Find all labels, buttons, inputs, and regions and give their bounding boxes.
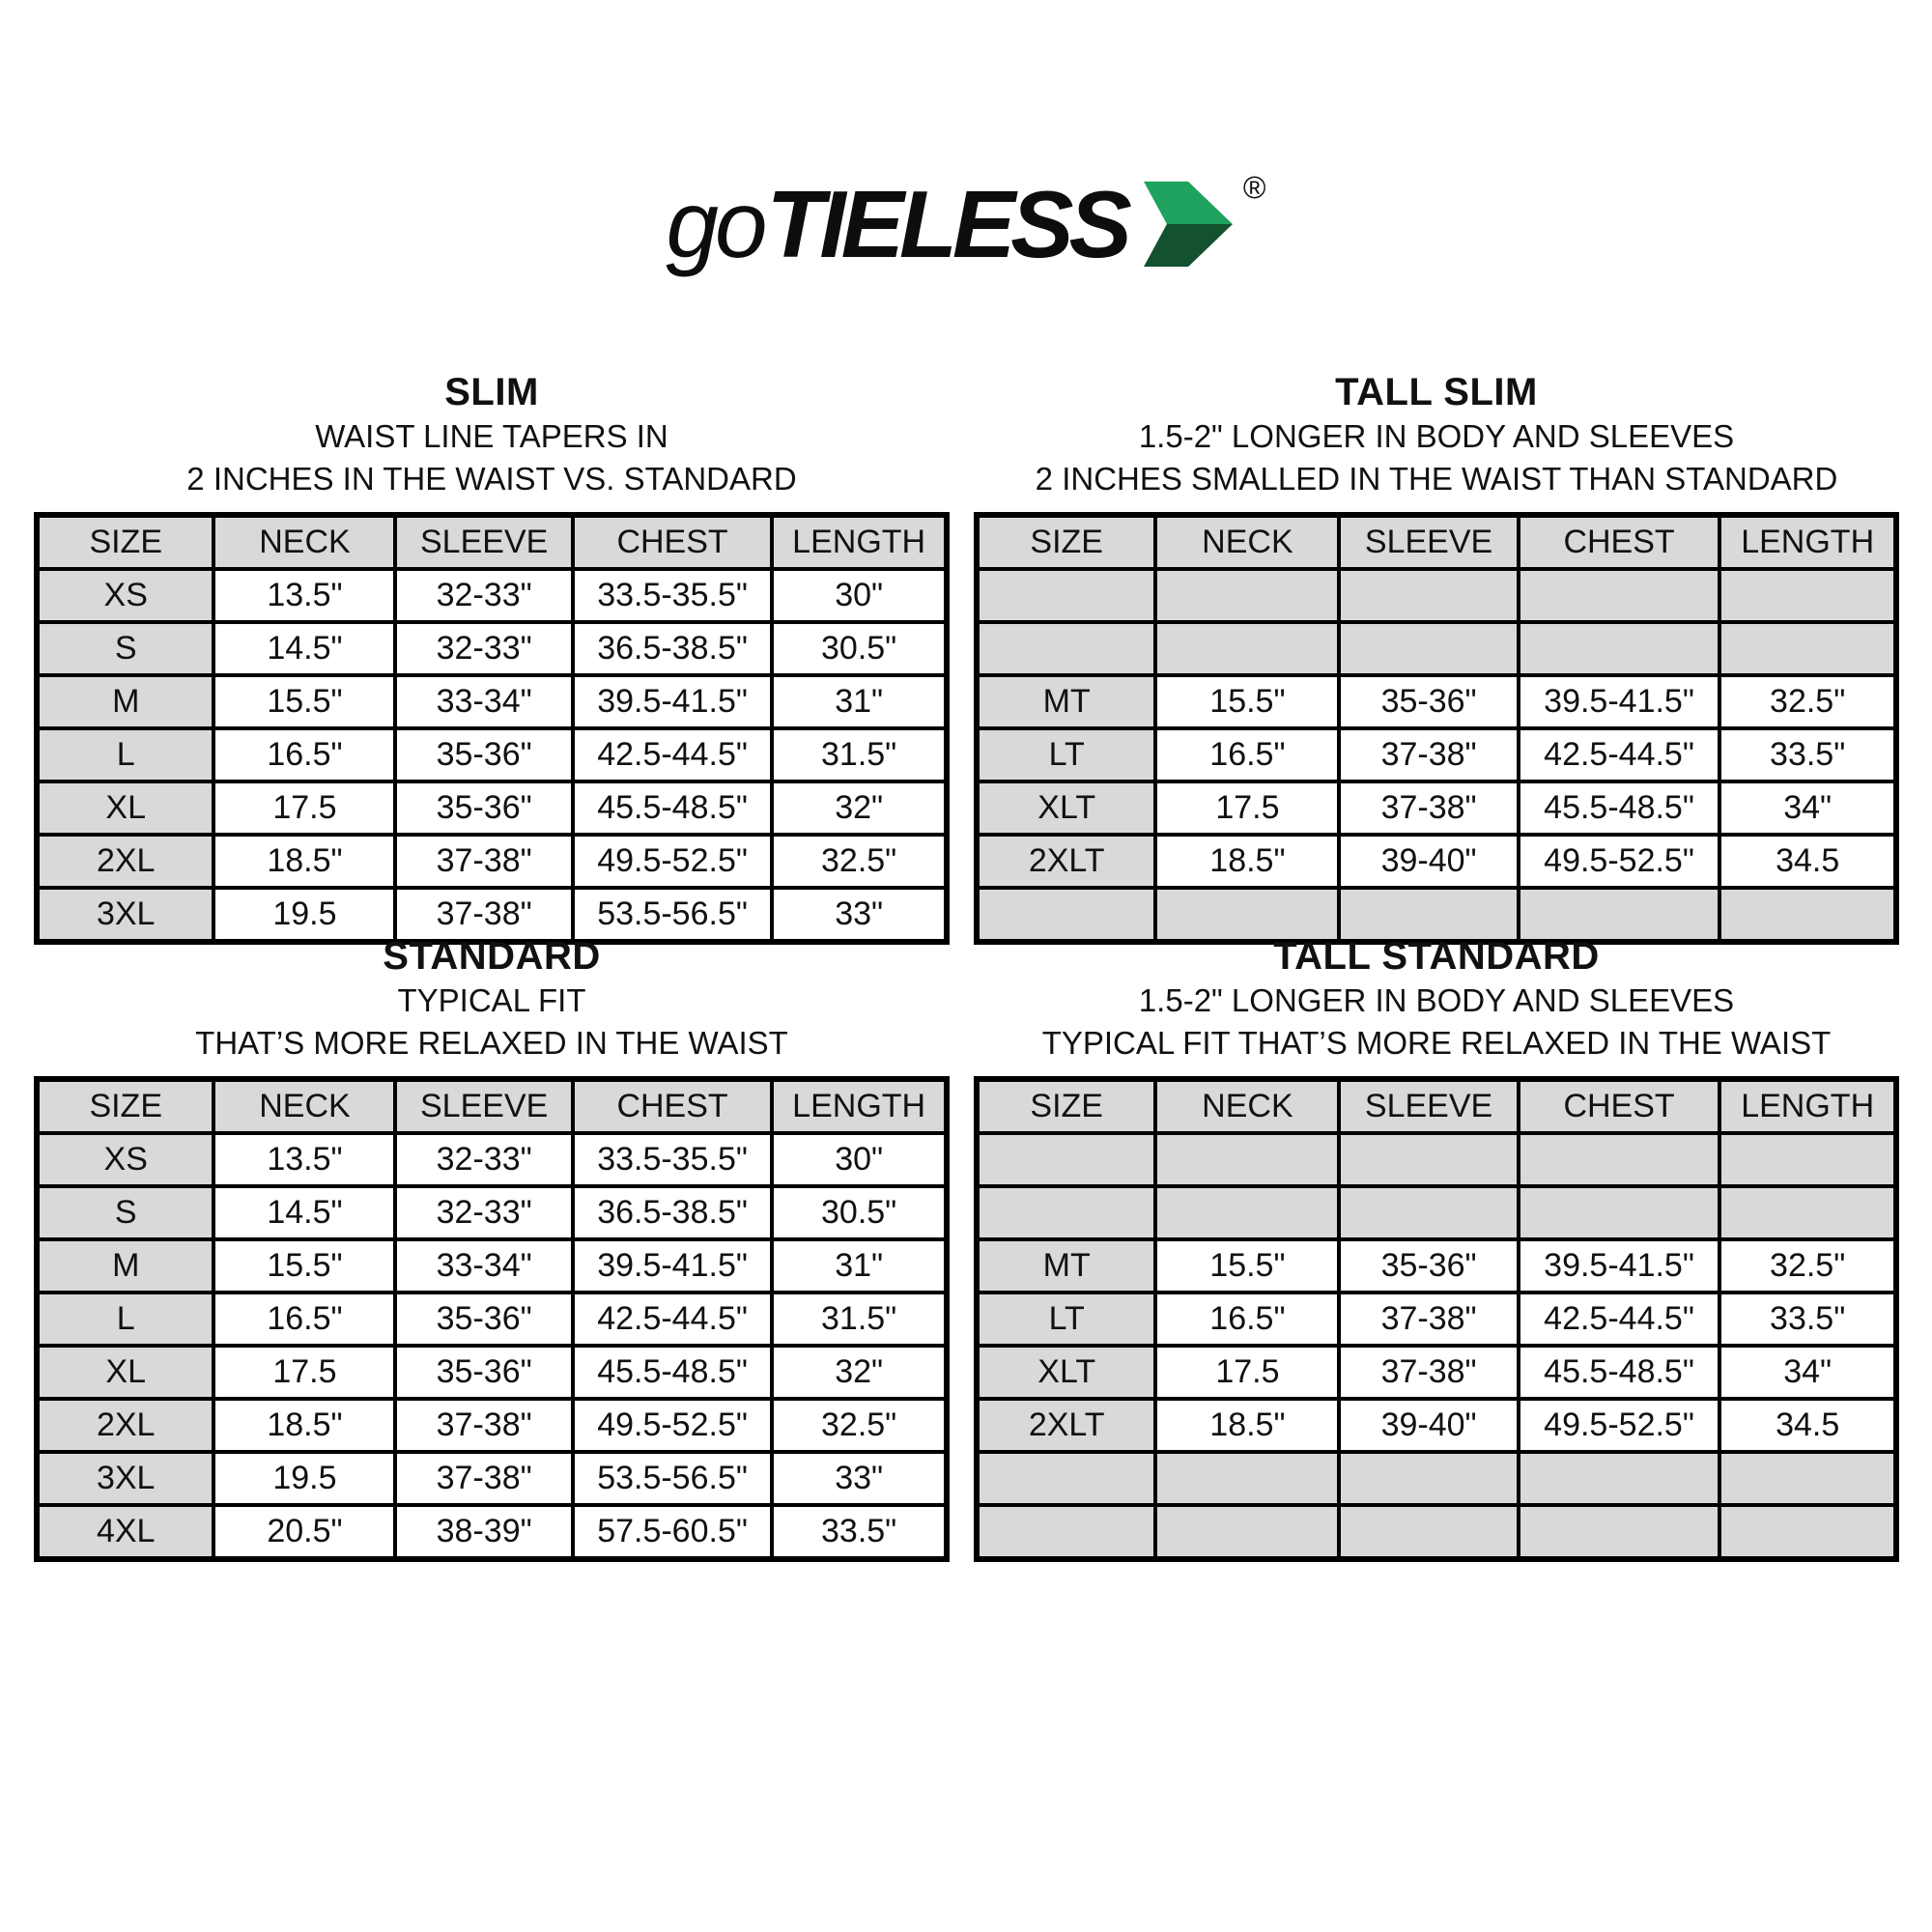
measurement-cell: 49.5-52.5"	[573, 835, 772, 888]
measurement-cell: 32.5"	[1719, 1239, 1896, 1293]
size-cell: 2XL	[37, 835, 213, 888]
table-row	[977, 728, 1896, 781]
column-header: LENGTH	[1719, 1079, 1896, 1133]
measurement-cell: 30.5"	[772, 1186, 947, 1239]
measurement-cell: 33.5"	[772, 1505, 947, 1559]
measurement-cell	[1155, 1133, 1339, 1186]
measurement-cell: 35-36"	[1339, 675, 1518, 728]
column-header: SIZE	[37, 1079, 213, 1133]
size-cell: LT	[977, 1293, 1155, 1346]
column-header: NECK	[1155, 515, 1339, 569]
measurement-cell: 15.5"	[1155, 675, 1339, 728]
measurement-cell: 32-33"	[395, 1133, 572, 1186]
measurement-cell	[1155, 569, 1339, 622]
measurement-cell: 35-36"	[395, 781, 572, 835]
size-cell: MT	[977, 1239, 1155, 1293]
measurement-cell	[1155, 1186, 1339, 1239]
size-cell: XL	[37, 781, 213, 835]
measurement-cell: 32"	[772, 1346, 947, 1399]
size-cell: XS	[37, 569, 213, 622]
size-cell: M	[37, 675, 213, 728]
size-cell	[977, 1452, 1155, 1505]
measurement-cell: 42.5-44.5"	[1519, 1293, 1720, 1346]
column-header: SIZE	[977, 1079, 1155, 1133]
measurement-cell: 16.5"	[213, 728, 395, 781]
measurement-cell	[1519, 1505, 1720, 1559]
measurement-cell: 45.5-48.5"	[573, 1346, 772, 1399]
measurement-cell	[1339, 1186, 1518, 1239]
table-row	[37, 1452, 947, 1505]
column-header: SIZE	[977, 515, 1155, 569]
measurement-cell	[1339, 622, 1518, 675]
panel-subtitle-line: 2 INCHES SMALLED IN THE WAIST THAN STANDARD	[1035, 461, 1838, 497]
measurement-cell: 35-36"	[395, 1346, 572, 1399]
measurement-cell: 45.5-48.5"	[1519, 781, 1720, 835]
measurement-cell: 49.5-52.5"	[573, 1399, 772, 1452]
measurement-cell: 53.5-56.5"	[573, 888, 772, 942]
measurement-cell: 39.5-41.5"	[573, 675, 772, 728]
panel-subtitle-line: 2 INCHES IN THE WAIST VS. STANDARD	[186, 461, 797, 497]
measurement-cell: 37-38"	[395, 835, 572, 888]
table-row	[37, 1399, 947, 1452]
column-header: SLEEVE	[1339, 515, 1518, 569]
panel-subtitle-line: TYPICAL FIT	[397, 982, 586, 1018]
measurement-cell	[1339, 569, 1518, 622]
measurement-cell: 39-40"	[1339, 835, 1518, 888]
measurement-cell	[1719, 1186, 1896, 1239]
table-row	[977, 1133, 1896, 1186]
measurement-cell: 15.5"	[1155, 1239, 1339, 1293]
measurement-cell: 15.5"	[213, 675, 395, 728]
measurement-cell: 33"	[772, 888, 947, 942]
column-header: NECK	[213, 1079, 395, 1133]
measurement-cell	[1519, 1452, 1720, 1505]
measurement-cell: 37-38"	[395, 888, 572, 942]
measurement-cell	[1339, 1505, 1518, 1559]
size-cell: XL	[37, 1346, 213, 1399]
measurement-cell: 53.5-56.5"	[573, 1452, 772, 1505]
measurement-cell: 33-34"	[395, 675, 572, 728]
measurement-cell	[1519, 1186, 1720, 1239]
measurement-cell: 37-38"	[395, 1452, 572, 1505]
header-row	[977, 1079, 1896, 1133]
panel-slim	[34, 369, 950, 945]
measurement-cell: 17.5	[213, 1346, 395, 1399]
size-cell: LT	[977, 728, 1155, 781]
measurement-cell	[1339, 1133, 1518, 1186]
size-cell	[977, 1505, 1155, 1559]
size-cell: 2XL	[37, 1399, 213, 1452]
table-row	[37, 1505, 947, 1559]
table-row	[37, 781, 947, 835]
measurement-cell: 35-36"	[395, 728, 572, 781]
column-header: CHEST	[1519, 1079, 1720, 1133]
measurement-cell: 16.5"	[1155, 1293, 1339, 1346]
measurement-cell: 45.5-48.5"	[1519, 1346, 1720, 1399]
column-header: SLEEVE	[395, 1079, 572, 1133]
panel-standard	[34, 933, 950, 1562]
measurement-cell: 32.5"	[772, 835, 947, 888]
measurement-cell: 30.5"	[772, 622, 947, 675]
measurement-cell: 36.5-38.5"	[573, 622, 772, 675]
panel-title: STANDARD	[383, 935, 601, 978]
measurement-cell: 31.5"	[772, 728, 947, 781]
table-row	[37, 728, 947, 781]
size-cell: XLT	[977, 1346, 1155, 1399]
size-cell: XLT	[977, 781, 1155, 835]
measurement-cell	[1719, 569, 1896, 622]
column-header: LENGTH	[1719, 515, 1896, 569]
measurement-cell: 37-38"	[1339, 1346, 1518, 1399]
size-cell: MT	[977, 675, 1155, 728]
column-header: CHEST	[573, 1079, 772, 1133]
measurement-cell: 36.5-38.5"	[573, 1186, 772, 1239]
measurement-cell: 42.5-44.5"	[1519, 728, 1720, 781]
header-row	[37, 1079, 947, 1133]
measurement-cell: 33"	[772, 1452, 947, 1505]
table-row	[37, 622, 947, 675]
measurement-cell: 37-38"	[1339, 1293, 1518, 1346]
column-header: LENGTH	[772, 515, 947, 569]
column-header: SLEEVE	[1339, 1079, 1518, 1133]
size-cell	[977, 1186, 1155, 1239]
measurement-cell: 13.5"	[213, 1133, 395, 1186]
size-table-standard	[34, 1076, 950, 1562]
measurement-cell: 39-40"	[1339, 1399, 1518, 1452]
column-header: NECK	[213, 515, 395, 569]
panel-subtitle-line: THAT’S MORE RELAXED IN THE WAIST	[195, 1025, 788, 1061]
measurement-cell: 31"	[772, 675, 947, 728]
measurement-cell	[1155, 622, 1339, 675]
panel-subtitle-line: 1.5-2" LONGER IN BODY AND SLEEVES	[1138, 982, 1735, 1018]
measurement-cell: 18.5"	[213, 1399, 395, 1452]
measurement-cell: 15.5"	[213, 1239, 395, 1293]
size-cell	[977, 569, 1155, 622]
table-row	[977, 675, 1896, 728]
measurement-cell: 33.5"	[1719, 1293, 1896, 1346]
measurement-cell	[1339, 1452, 1518, 1505]
measurement-cell: 14.5"	[213, 1186, 395, 1239]
table-row	[977, 1452, 1896, 1505]
header-row	[37, 515, 947, 569]
table-row	[977, 781, 1896, 835]
table-row	[977, 1399, 1896, 1452]
measurement-cell: 31"	[772, 1239, 947, 1293]
measurement-cell	[1519, 1133, 1720, 1186]
measurement-cell: 20.5"	[213, 1505, 395, 1559]
size-cell: M	[37, 1239, 213, 1293]
registered-trademark-symbol: ®	[1242, 170, 1266, 205]
table-row	[37, 835, 947, 888]
panel-tall-standard	[974, 933, 1899, 1562]
size-cell	[977, 622, 1155, 675]
panel-title: TALL STANDARD	[1273, 935, 1600, 978]
measurement-cell: 39.5-41.5"	[1519, 675, 1720, 728]
measurement-cell: 37-38"	[1339, 781, 1518, 835]
measurement-cell: 16.5"	[213, 1293, 395, 1346]
measurement-cell: 31.5"	[772, 1293, 947, 1346]
column-header: SIZE	[37, 515, 213, 569]
table-row	[977, 1293, 1896, 1346]
measurement-cell: 19.5	[213, 1452, 395, 1505]
size-table-tall-slim	[974, 512, 1899, 945]
table-row	[977, 1186, 1896, 1239]
measurement-cell: 32.5"	[1719, 675, 1896, 728]
size-table-slim	[34, 512, 950, 945]
measurement-cell: 42.5-44.5"	[573, 1293, 772, 1346]
size-cell: 3XL	[37, 1452, 213, 1505]
size-cell: 2XLT	[977, 1399, 1155, 1452]
measurement-cell: 34"	[1719, 1346, 1896, 1399]
measurement-cell: 34.5	[1719, 835, 1896, 888]
logo-tieless-text: TIELESS	[766, 171, 1127, 277]
table-row	[37, 1346, 947, 1399]
measurement-cell: 33.5"	[1719, 728, 1896, 781]
size-cell: 3XL	[37, 888, 213, 942]
measurement-cell: 57.5-60.5"	[573, 1505, 772, 1559]
measurement-cell: 33.5-35.5"	[573, 1133, 772, 1186]
measurement-cell: 37-38"	[1339, 728, 1518, 781]
panel-tall-slim	[974, 369, 1899, 945]
measurement-cell: 13.5"	[213, 569, 395, 622]
table-row	[977, 1239, 1896, 1293]
measurement-cell: 42.5-44.5"	[573, 728, 772, 781]
measurement-cell: 18.5"	[1155, 1399, 1339, 1452]
measurement-cell	[1155, 1452, 1339, 1505]
panel-title: SLIM	[444, 371, 539, 413]
column-header: CHEST	[1519, 515, 1720, 569]
measurement-cell: 39.5-41.5"	[1519, 1239, 1720, 1293]
measurement-cell: 30"	[772, 569, 947, 622]
table-row	[977, 1505, 1896, 1559]
column-header: NECK	[1155, 1079, 1339, 1133]
table-row	[977, 569, 1896, 622]
header-row	[977, 515, 1896, 569]
measurement-cell	[1519, 622, 1720, 675]
measurement-cell: 19.5	[213, 888, 395, 942]
measurement-cell: 49.5-52.5"	[1519, 835, 1720, 888]
table-row	[37, 675, 947, 728]
size-cell: S	[37, 1186, 213, 1239]
brand-logo	[0, 166, 1932, 282]
measurement-cell: 33-34"	[395, 1239, 572, 1293]
table-row	[977, 835, 1896, 888]
table-row	[37, 1186, 947, 1239]
measurement-cell: 17.5	[1155, 1346, 1339, 1399]
table-row	[37, 1293, 947, 1346]
measurement-cell: 45.5-48.5"	[573, 781, 772, 835]
measurement-cell: 32-33"	[395, 1186, 572, 1239]
measurement-cell	[1155, 1505, 1339, 1559]
panel-subtitle-line: TYPICAL FIT THAT’S MORE RELAXED IN THE WAIST	[1041, 1025, 1832, 1061]
table-row	[977, 622, 1896, 675]
size-cell: 2XLT	[977, 835, 1155, 888]
size-cell	[977, 1133, 1155, 1186]
size-cell: S	[37, 622, 213, 675]
measurement-cell: 35-36"	[1339, 1239, 1518, 1293]
measurement-cell	[1519, 569, 1720, 622]
measurement-cell: 32-33"	[395, 569, 572, 622]
measurement-cell	[1719, 1133, 1896, 1186]
measurement-cell: 32-33"	[395, 622, 572, 675]
measurement-cell	[1719, 622, 1896, 675]
measurement-cell	[1719, 1505, 1896, 1559]
measurement-cell: 39.5-41.5"	[573, 1239, 772, 1293]
logo-go-text: go	[666, 171, 764, 277]
column-header: SLEEVE	[395, 515, 572, 569]
table-row	[37, 1133, 947, 1186]
size-cell: XS	[37, 1133, 213, 1186]
green-chevron-arrow-icon	[1135, 180, 1241, 269]
measurement-cell	[1719, 1452, 1896, 1505]
measurement-cell: 38-39"	[395, 1505, 572, 1559]
panel-subtitle-line: WAIST LINE TAPERS IN	[315, 418, 668, 454]
measurement-cell: 34"	[1719, 781, 1896, 835]
measurement-cell: 30"	[772, 1133, 947, 1186]
measurement-cell: 17.5	[1155, 781, 1339, 835]
measurement-cell: 17.5	[213, 781, 395, 835]
panel-subtitle-line: 1.5-2" LONGER IN BODY AND SLEEVES	[1138, 418, 1735, 454]
measurement-cell: 18.5"	[213, 835, 395, 888]
measurement-cell: 33.5-35.5"	[573, 569, 772, 622]
column-header: CHEST	[573, 515, 772, 569]
measurement-cell: 32"	[772, 781, 947, 835]
table-row	[977, 1346, 1896, 1399]
table-row	[37, 1239, 947, 1293]
size-table-tall-standard	[974, 1076, 1899, 1562]
measurement-cell: 32.5"	[772, 1399, 947, 1452]
measurement-cell: 34.5	[1719, 1399, 1896, 1452]
measurement-cell: 37-38"	[395, 1399, 572, 1452]
measurement-cell: 35-36"	[395, 1293, 572, 1346]
table-row	[37, 569, 947, 622]
size-cell: 4XL	[37, 1505, 213, 1559]
measurement-cell: 14.5"	[213, 622, 395, 675]
panel-title: TALL SLIM	[1335, 371, 1538, 413]
measurement-cell: 18.5"	[1155, 835, 1339, 888]
column-header: LENGTH	[772, 1079, 947, 1133]
measurement-cell: 49.5-52.5"	[1519, 1399, 1720, 1452]
size-cell: L	[37, 1293, 213, 1346]
measurement-cell: 16.5"	[1155, 728, 1339, 781]
size-cell: L	[37, 728, 213, 781]
